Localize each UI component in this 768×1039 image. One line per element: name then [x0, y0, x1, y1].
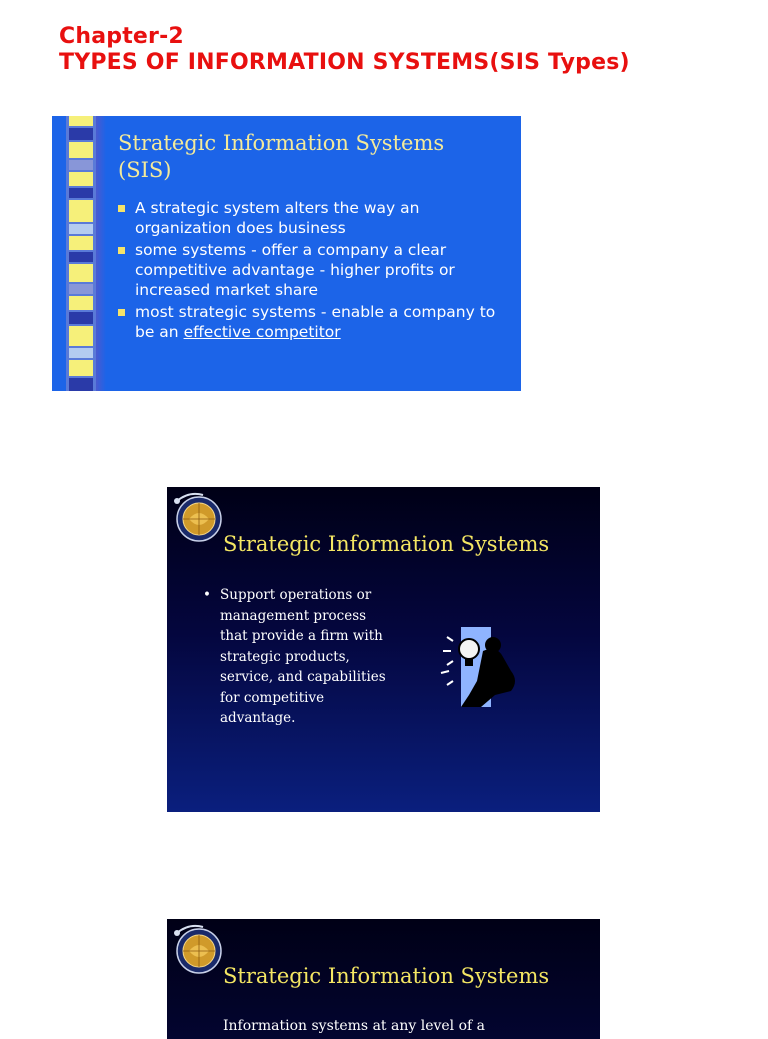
slide3-title: Strategic Information Systems — [223, 964, 550, 988]
slide3-cut-text: Information systems at any level of a — [223, 1018, 486, 1034]
slide2-bullet-line: management process — [220, 607, 367, 624]
chapter-title: TYPES OF INFORMATION SYSTEMS(SIS Types) — [59, 50, 630, 75]
chapter-heading — [59, 24, 630, 76]
slide1-title — [118, 130, 508, 184]
slide2-bullet-list — [203, 585, 403, 729]
stripe-shadow — [96, 116, 106, 391]
square-bullet-icon — [118, 247, 125, 254]
square-bullet-icon — [118, 205, 125, 212]
slide2-bullet-line: for competitive — [220, 689, 325, 706]
slide-sis-partial — [167, 919, 600, 1039]
slide1-bullet — [118, 302, 513, 342]
slide2-bullet-line: strategic products, — [220, 648, 350, 665]
chapter-label: Chapter-2 — [59, 24, 184, 49]
slide2-bullet-line: Support operations or — [220, 587, 372, 603]
bullet-text: most strategic systems - enable a company to be an — [135, 303, 496, 341]
slide1-bullet-list — [118, 198, 513, 344]
globe-seal-logo-icon — [169, 921, 225, 977]
bullet-dot-icon: • — [203, 587, 211, 603]
lightbulb-thinker-icon — [439, 621, 525, 713]
square-bullet-icon — [118, 309, 125, 316]
slide1-title-line1: Strategic Information Systems — [118, 131, 445, 155]
bullet-text: some systems - offer a company a clear competitive advantage - higher profits or increased market share — [135, 241, 455, 299]
bullet-text: A strategic system alters the way an organization does business — [135, 199, 420, 237]
decorative-stripe — [66, 116, 96, 391]
slide2-bullet-line: that provide a firm with — [220, 628, 383, 644]
slide2-bullet-line: service, and capabilities — [220, 669, 386, 685]
slide-sis-definition — [52, 116, 521, 391]
slide-sis-support — [167, 487, 600, 812]
slide2-title: Strategic Information Systems — [223, 532, 550, 556]
slide2-bullet-line: advantage. — [220, 710, 296, 726]
slide2-bullet — [203, 585, 403, 729]
globe-seal-logo-icon — [169, 489, 225, 545]
effective-competitor-link[interactable]: effective competitor — [183, 323, 341, 341]
slide2-footer-faint — [167, 787, 600, 795]
slide1-title-line2: (SIS) — [118, 158, 172, 182]
slide1-bullet — [118, 240, 513, 300]
slide1-bullet — [118, 198, 513, 238]
